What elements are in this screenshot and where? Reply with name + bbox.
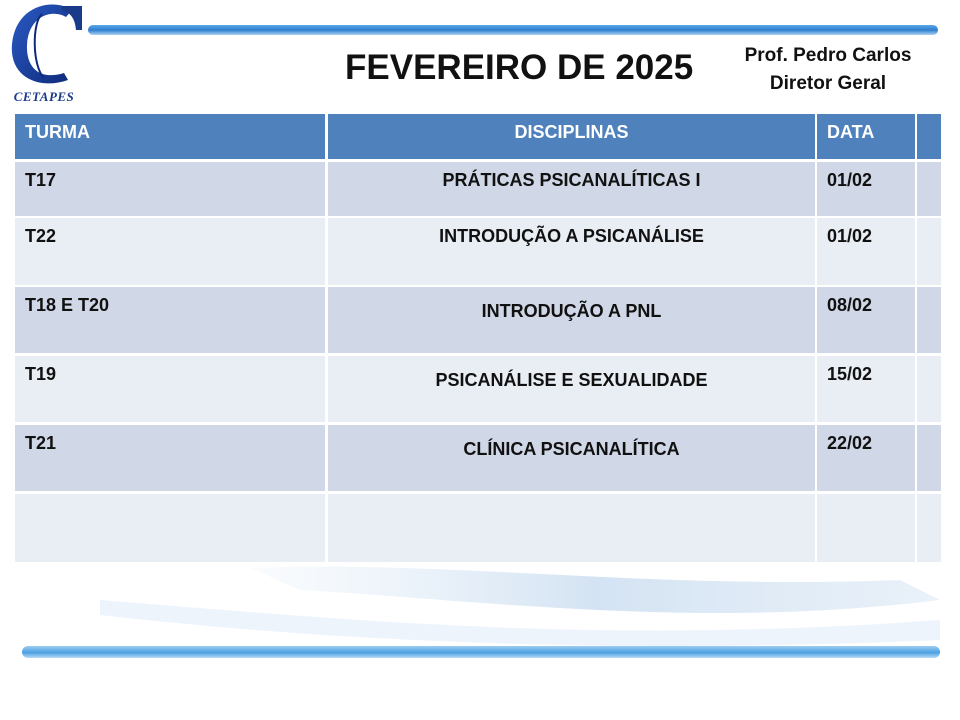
row-4-extra <box>917 356 941 422</box>
director-role: Diretor Geral <box>769 73 887 94</box>
row-1-data: 01/02 <box>817 162 915 216</box>
schedule-table <box>15 114 941 562</box>
top-decorative-bar <box>88 25 938 35</box>
row-6-disciplina <box>328 494 815 562</box>
row-2-disciplina: INTRODUÇÃO A PSICANÁLISE <box>328 218 815 285</box>
row-4-turma: T19 <box>15 356 325 422</box>
row-4-disciplina: PSICANÁLISE E SEXUALIDADE <box>328 356 815 422</box>
column-header-disciplinas: DISCIPLINAS <box>328 114 815 159</box>
decorative-swoosh <box>0 560 960 660</box>
row-3-data: 08/02 <box>817 287 915 353</box>
row-1-extra <box>917 162 941 216</box>
row-5-turma: T21 <box>15 425 325 491</box>
row-4-data: 15/02 <box>817 356 915 422</box>
page-title: FEVEREIRO DE 2025 <box>345 48 694 87</box>
row-2-turma: T22 <box>15 218 325 285</box>
row-3-disciplina: INTRODUÇÃO A PNL <box>328 287 815 353</box>
row-6-turma <box>15 494 325 562</box>
row-3-extra <box>917 287 941 353</box>
row-6-extra <box>917 494 941 562</box>
row-5-extra <box>917 425 941 491</box>
row-5-disciplina: CLÍNICA PSICANALÍTICA <box>328 425 815 491</box>
row-2-data: 01/02 <box>817 218 915 285</box>
bottom-decorative-bar <box>22 646 940 658</box>
column-header-extra <box>917 114 941 159</box>
logo-text: CETAPES <box>13 89 75 104</box>
row-2-extra <box>917 218 941 285</box>
row-6-data <box>817 494 915 562</box>
row-1-disciplina: PRÁTICAS PSICANALÍTICAS I <box>328 162 815 216</box>
column-header-data: DATA <box>817 114 915 159</box>
row-3-turma: T18 E T20 <box>15 287 325 353</box>
director-block <box>728 42 928 98</box>
row-1-turma: T17 <box>15 162 325 216</box>
column-header-turma: TURMA <box>15 114 325 159</box>
director-name: Prof. Pedro Carlos <box>744 45 912 66</box>
row-5-data: 22/02 <box>817 425 915 491</box>
